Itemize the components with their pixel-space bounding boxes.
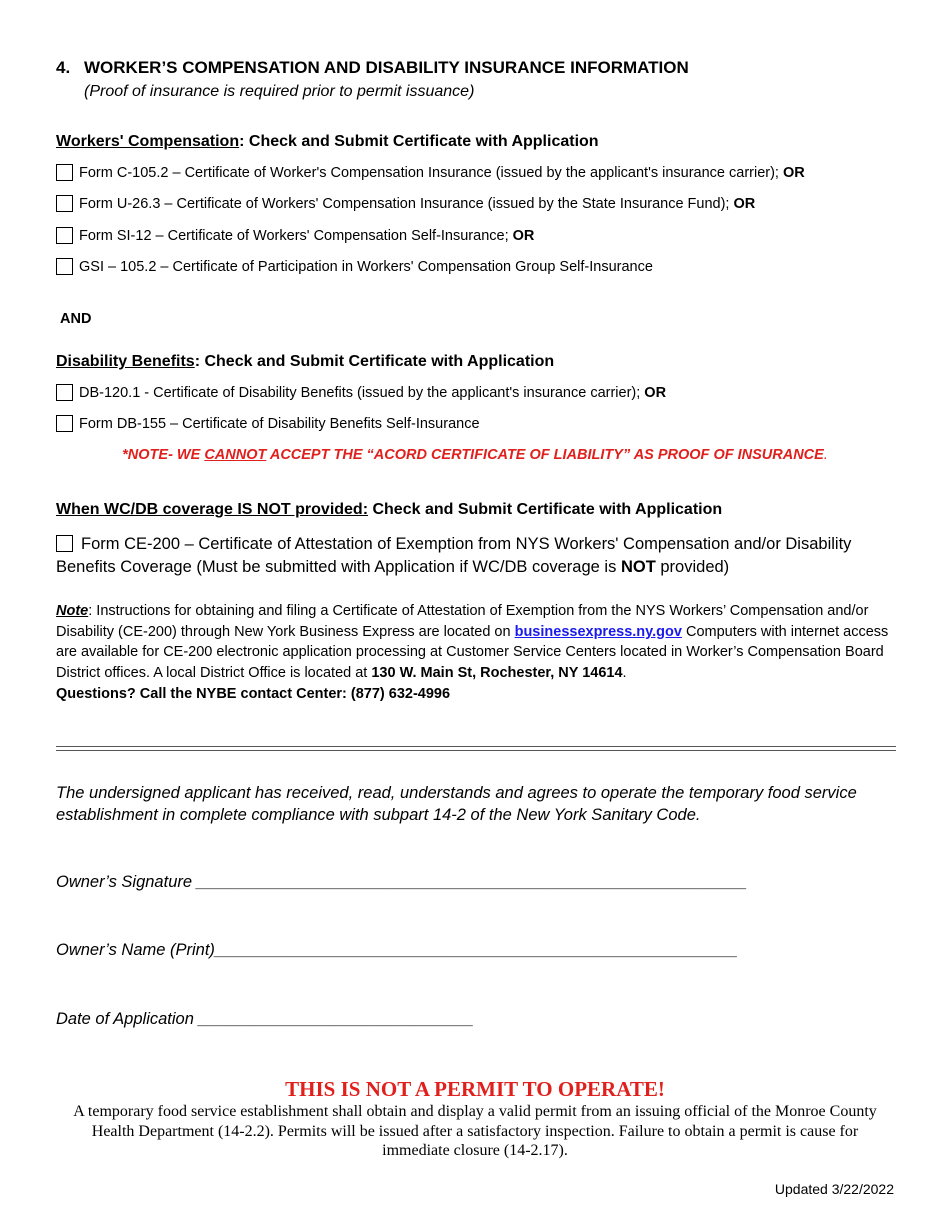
acord-note-pre: *NOTE- WE — [122, 447, 205, 463]
option-text: Form C-105.2 – Certificate of Worker's Compensation Insurance (issued by the applicant's insurance carrier); — [79, 164, 779, 181]
note-label: Note — [56, 603, 89, 619]
option-text: GSI – 105.2 – Certificate of Participation in Workers' Compensation Group Self-Insurance — [79, 258, 653, 275]
option-or: OR — [512, 227, 535, 244]
db-option-db120[interactable] — [56, 384, 666, 401]
ce200-not: NOT — [620, 558, 656, 576]
businessexpress-link[interactable]: businessexpress.ny.gov — [514, 623, 682, 640]
ce200-option[interactable] — [56, 533, 896, 579]
checkbox[interactable] — [56, 415, 73, 432]
option-text: Form DB-155 – Certificate of Disability Benefits Self-Insurance — [79, 415, 480, 432]
application-date-field[interactable]: Date of Application ______________________________ — [56, 1010, 474, 1028]
checkbox[interactable] — [56, 227, 73, 244]
wc-option-gsi[interactable] — [56, 258, 653, 275]
wc-option-c105[interactable] — [56, 164, 805, 181]
instructions-note — [56, 601, 901, 705]
exemption-heading — [56, 501, 722, 519]
option-or: OR — [783, 164, 805, 181]
section-subtitle: (Proof of insurance is required prior to permit issuance) — [84, 83, 475, 100]
disability-heading-label: Disability Benefits — [56, 353, 195, 370]
option-text: Form SI-12 – Certificate of Workers' Compensation Self-Insurance; — [79, 227, 509, 244]
ce200-end: provided) — [660, 558, 730, 576]
acord-note-period: . — [823, 447, 828, 463]
checkbox[interactable] — [56, 535, 73, 552]
divider — [56, 746, 896, 747]
option-or: OR — [644, 384, 667, 401]
workers-comp-heading — [56, 133, 599, 151]
note-text: : Instructions for obtaining and filing a Certificate of Attestation of Exemption from the NYS Workers’ Compensation and/or Disability (CE-200) through New York Business Express are located on — [56, 603, 869, 640]
and-label: AND — [60, 311, 92, 327]
permit-requirement-text: A temporary food service establishment shall obtain and display a valid permit from an issuing official of the Monroe County Health Department (14-2.2). Permits will be issued after a satisfactory inspection. Failure to obtain a permit is cause for immediate closure (14-2.17). — [73, 1103, 877, 1159]
questions-contact: Questions? Call the NYBE contact Center: (877) 632-4996 — [56, 685, 451, 702]
workers-comp-heading-rest: : Check and Submit Certificate with Application — [239, 133, 599, 150]
option-text: Form U-26.3 – Certificate of Workers' Compensation Insurance (issued by the State Insurance Fund); — [79, 195, 730, 212]
disability-heading — [56, 353, 554, 371]
note-text: . — [622, 665, 627, 682]
owner-name-field[interactable]: Owner’s Name (Print)_________________________________________________________ — [56, 941, 738, 959]
agreement-statement: The undersigned applicant has received, read, understands and agrees to operate the temporary food service establishment in complete compliance with subpart 14-2 of the New York Sanitary Code. — [56, 784, 857, 824]
option-or: OR — [733, 195, 756, 212]
wc-option-u26[interactable] — [56, 195, 755, 212]
db-option-db155[interactable] — [56, 415, 480, 432]
ce200-text: Form CE-200 – Certificate of Attestation of Exemption from NYS Workers' Compensation and/or Disability Benefits Coverage (Must be submitted with Application if WC/DB coverage is — [56, 535, 852, 576]
checkbox[interactable] — [56, 164, 73, 181]
acord-note-post: ACCEPT THE “ACORD CERTIFICATE OF LIABILITY” AS PROOF OF INSURANCE — [266, 447, 824, 463]
exemption-heading-rest: Check and Submit Certificate with Application — [368, 501, 723, 518]
updated-date: Updated 3/22/2022 — [774, 1181, 894, 1197]
workers-comp-heading-label: Workers' Compensation — [56, 133, 240, 150]
acord-note — [56, 447, 894, 463]
wc-option-si12[interactable] — [56, 227, 534, 244]
section-number: 4. — [56, 58, 71, 77]
checkbox[interactable] — [56, 384, 73, 401]
district-office-address: 130 W. Main St, Rochester, NY 14614 — [371, 665, 623, 682]
disability-heading-rest: : Check and Submit Certificate with Application — [194, 353, 555, 370]
option-text: DB-120.1 - Certificate of Disability Benefits (issued by the applicant's insurance carrier); — [79, 384, 641, 401]
section-title-text: WORKER’S COMPENSATION AND DISABILITY INSURANCE INFORMATION — [84, 58, 689, 77]
divider — [56, 750, 896, 751]
checkbox[interactable] — [56, 258, 73, 275]
owner-signature-field[interactable]: Owner’s Signature ____________________________________________________________ — [56, 873, 748, 891]
note-text: Computers with internet access are available for CE-200 electronic application processing at Customer Service Centers located in Worker’s Compensation Board District offices. A local District Office is located at — [56, 623, 889, 682]
section-title — [56, 58, 689, 78]
not-a-permit-title: THIS IS NOT A PERMIT TO OPERATE! — [285, 1077, 665, 1101]
acord-note-cannot: CANNOT — [204, 447, 267, 463]
checkbox[interactable] — [56, 195, 73, 212]
exemption-heading-label: When WC/DB coverage IS NOT provided: — [56, 501, 369, 518]
